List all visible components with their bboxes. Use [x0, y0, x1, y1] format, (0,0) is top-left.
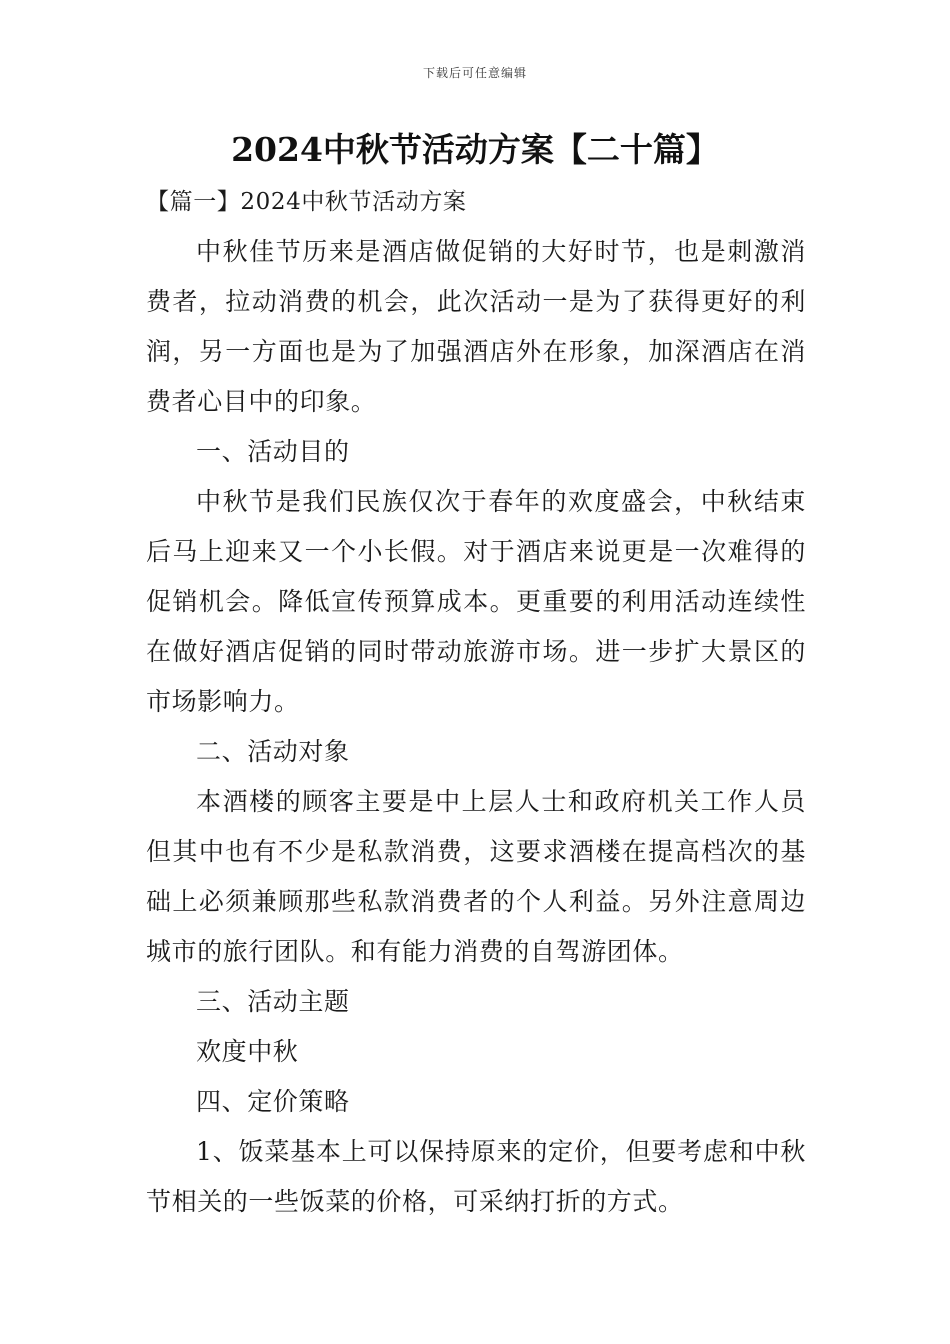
paragraph-activity-purpose: 中秋节是我们民族仅次于春年的欢度盛会，中秋结束后马上迎来又一个小长假。对于酒店来说更是一次难得的促销机会。降低宣传预算成本。更重要的利用活动连续性在做好酒店促销的同时带动旅游市场。进一步扩大景区的市场影响力。 [146, 487, 806, 716]
document-title: 2024中秋节活动方案【二十篇】 [231, 130, 719, 169]
paragraph-pricing-strategy: 1、饭菜基本上可以保持原来的定价，但要考虑和中秋节相关的一些饭菜的价格，可采纳打折的方式。 [146, 1137, 806, 1216]
header-note: 下载后可任意编辑 [422, 66, 527, 80]
paragraph-activity-theme: 欢度中秋 [196, 1037, 299, 1066]
heading-activity-purpose: 一、活动目的 [196, 437, 350, 466]
section-heading: 【篇一】2024中秋节活动方案 [146, 189, 467, 215]
paragraph-activity-target: 本酒楼的顾客主要是中上层人士和政府机关工作人员但其中也有不少是私款消费，这要求酒楼在提高档次的基础上必须兼顾那些私款消费者的个人利益。另外注意周边城市的旅行团队。和有能力消费的自驾游团体。 [146, 787, 806, 966]
paragraph-intro: 中秋佳节历来是酒店做促销的大好时节，也是刺激消费者，拉动消费的机会，此次活动一是为了获得更好的利润，另一方面也是为了加强酒店外在形象，加深酒店在消费者心目中的印象。 [146, 237, 806, 416]
heading-activity-theme: 三、活动主题 [196, 987, 350, 1016]
document-body [146, 177, 806, 1227]
heading-activity-target: 二、活动对象 [196, 737, 350, 766]
heading-pricing-strategy: 四、定价策略 [196, 1087, 350, 1116]
